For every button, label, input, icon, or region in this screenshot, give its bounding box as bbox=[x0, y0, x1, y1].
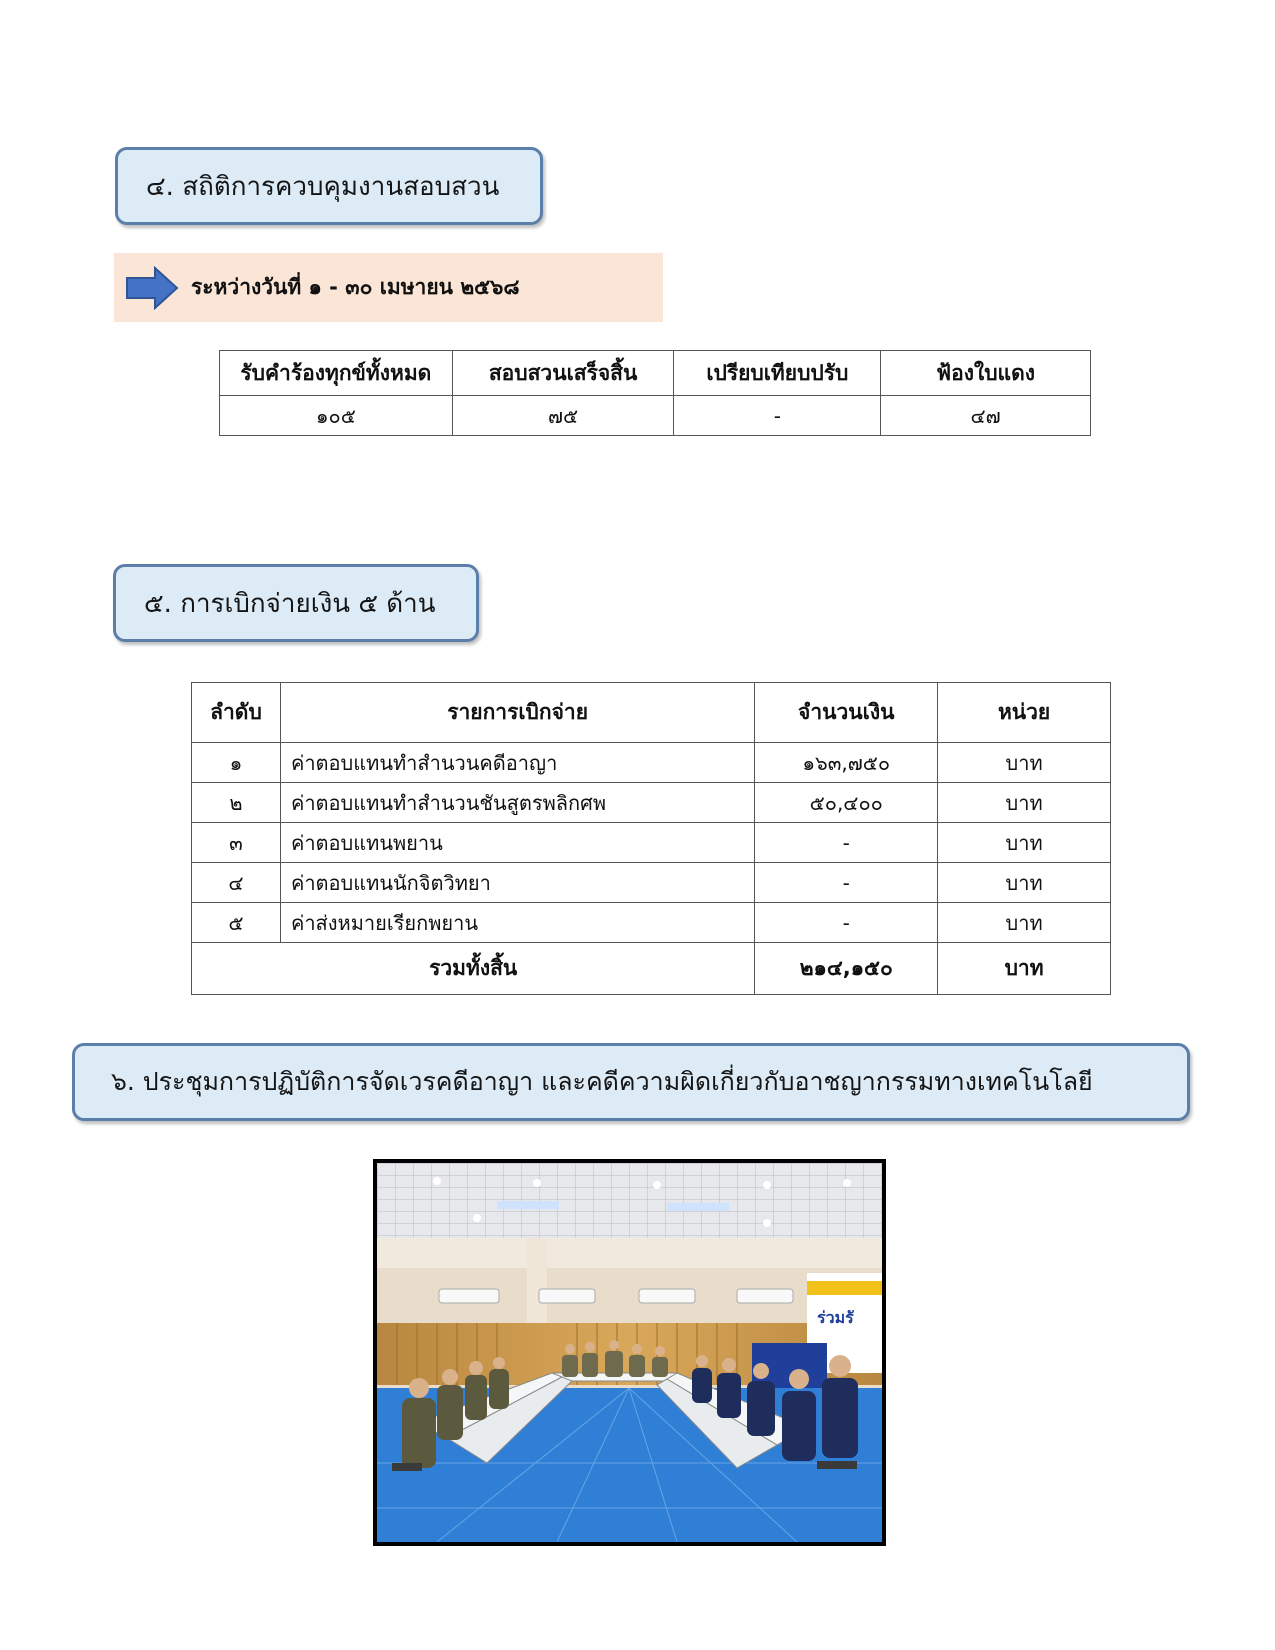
table-row bbox=[192, 783, 1111, 823]
header-cell: จำนวนเงิน bbox=[755, 683, 938, 743]
section-4-heading bbox=[115, 147, 543, 225]
section-6-heading bbox=[72, 1043, 1190, 1121]
row-item: ค่าตอบแทนพยาน bbox=[280, 823, 754, 863]
row-number: ๑ bbox=[192, 743, 281, 783]
table-row bbox=[192, 903, 1111, 943]
total-amount: ๒๑๔,๑๕๐ bbox=[755, 943, 938, 995]
section-6-title: ๖. ประชุมการปฏิบัติการจัดเวรคดีอาญา และคดีความผิดเกี่ยวกับอาชญากรรมทางเทคโนโลยี bbox=[111, 1067, 1093, 1096]
row-amount: ๑๖๓,๗๕๐ bbox=[755, 743, 938, 783]
row-number: ๕ bbox=[192, 903, 281, 943]
row-amount: - bbox=[755, 903, 938, 943]
row-unit: บาท bbox=[938, 783, 1111, 823]
value-cell: - bbox=[674, 396, 881, 436]
table-row bbox=[192, 863, 1111, 903]
table-row bbox=[192, 823, 1111, 863]
period-text: ระหว่างวันที่ ๑ - ๓๐ เมษายน ๒๕๖๘ bbox=[191, 275, 520, 299]
total-unit: บาท bbox=[938, 943, 1111, 995]
section-5-title: ๕. การเบิกจ่ายเงิน ๕ ด้าน bbox=[144, 588, 436, 619]
total-row bbox=[192, 943, 1111, 995]
meeting-room-illustration bbox=[377, 1163, 882, 1542]
row-item: ค่าตอบแทนทำสำนวนคดีอาญา bbox=[280, 743, 754, 783]
table-row bbox=[220, 396, 1091, 436]
row-item: ค่าส่งหมายเรียกพยาน bbox=[280, 903, 754, 943]
section-5-heading bbox=[113, 564, 479, 642]
row-unit: บาท bbox=[938, 823, 1111, 863]
header-cell: รายการเบิกจ่าย bbox=[280, 683, 754, 743]
header-cell: รับคำร้องทุกข์ทั้งหมด bbox=[220, 351, 453, 396]
row-unit: บาท bbox=[938, 863, 1111, 903]
row-item: ค่าตอบแทนนักจิตวิทยา bbox=[280, 863, 754, 903]
value-cell: ๑๐๕ bbox=[220, 396, 453, 436]
header-cell: หน่วย bbox=[938, 683, 1111, 743]
total-label: รวมทั้งสิ้น bbox=[192, 943, 755, 995]
row-unit: บาท bbox=[938, 903, 1111, 943]
row-amount: - bbox=[755, 823, 938, 863]
investigation-stats-table bbox=[219, 350, 1091, 436]
header-cell: ลำดับ bbox=[192, 683, 281, 743]
header-cell: ฟ้องใบแดง bbox=[881, 351, 1091, 396]
row-number: ๓ bbox=[192, 823, 281, 863]
period-banner bbox=[114, 253, 663, 322]
section-4-title: ๔. สถิติการควบคุมงานสอบสวน bbox=[146, 171, 500, 202]
table-header-row bbox=[192, 683, 1111, 743]
header-cell: สอบสวนเสร็จสิ้น bbox=[452, 351, 674, 396]
row-unit: บาท bbox=[938, 743, 1111, 783]
disbursement-table bbox=[191, 682, 1111, 995]
row-amount: ๕๐,๔๐๐ bbox=[755, 783, 938, 823]
table-header-row bbox=[220, 351, 1091, 396]
row-item: ค่าตอบแทนทำสำนวนชันสูตรพลิกศพ bbox=[280, 783, 754, 823]
meeting-photo bbox=[373, 1159, 886, 1546]
row-number: ๔ bbox=[192, 863, 281, 903]
table-row bbox=[192, 743, 1111, 783]
value-cell: ๗๕ bbox=[452, 396, 674, 436]
right-arrow-icon bbox=[125, 266, 179, 310]
row-amount: - bbox=[755, 863, 938, 903]
banner-text: ร่วมรั bbox=[817, 1308, 854, 1327]
header-cell: เปรียบเทียบปรับ bbox=[674, 351, 881, 396]
value-cell: ๔๗ bbox=[881, 396, 1091, 436]
row-number: ๒ bbox=[192, 783, 281, 823]
